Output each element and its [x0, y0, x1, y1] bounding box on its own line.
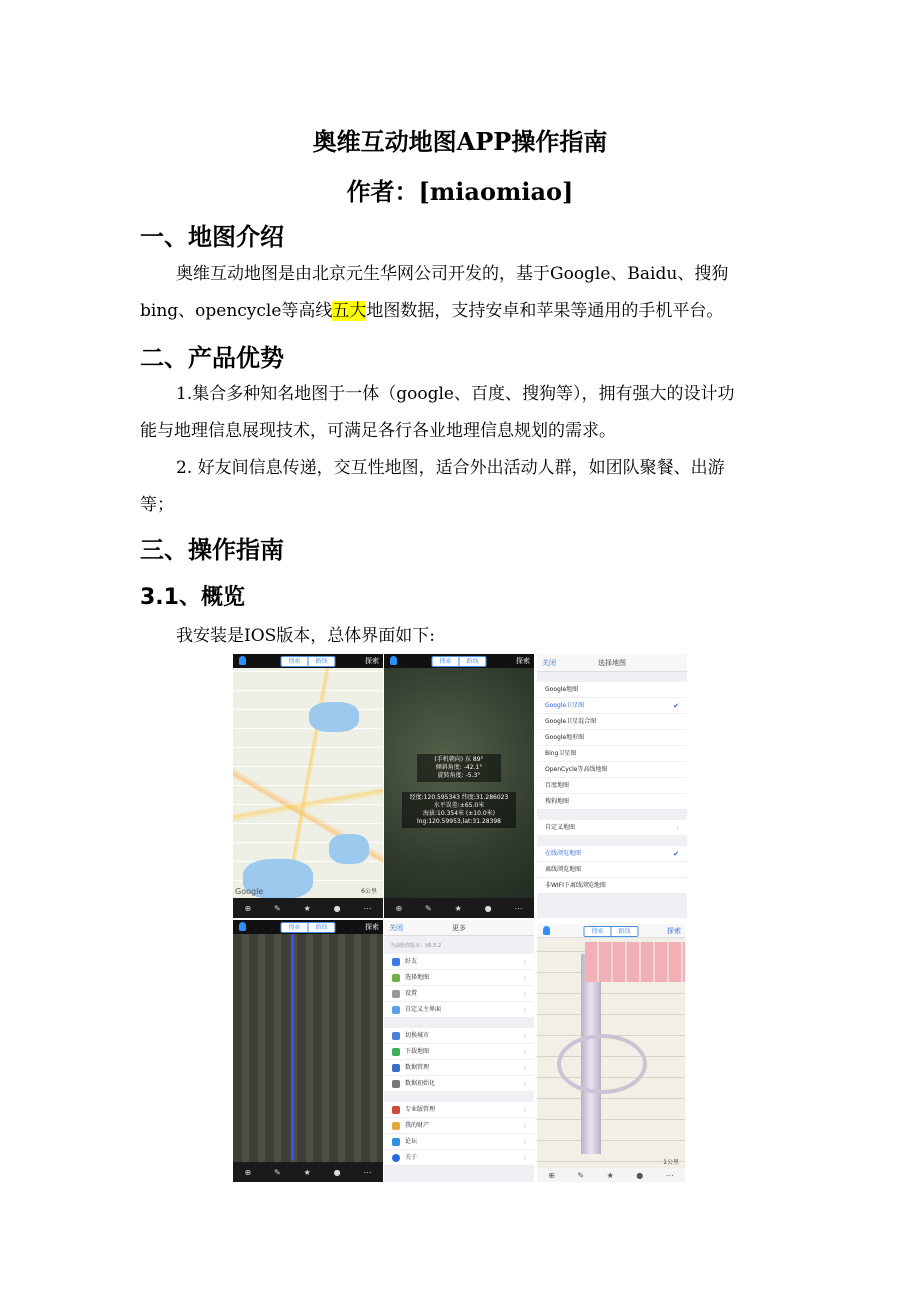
- route-tab[interactable]: 路线: [308, 923, 335, 932]
- search-tab[interactable]: 搜索: [432, 657, 458, 666]
- location-panel: [402, 792, 516, 828]
- user-icon[interactable]: [543, 926, 550, 935]
- section2-paragraph-1: [140, 376, 780, 450]
- bottom-toolbar: [233, 898, 383, 918]
- pro-icon: [392, 1106, 400, 1114]
- mode-option[interactable]: 离线浏览地图: [537, 862, 687, 878]
- section1-line1: 奥维互动地图是由北京元生华网公司开发的，基于Google、Baidu、搜狗: [176, 264, 729, 284]
- pin-icon[interactable]: ●: [484, 903, 492, 913]
- mode-label: 在线浏览地图: [545, 850, 582, 857]
- map-option[interactable]: Google卫星混合图: [537, 714, 687, 730]
- menu-label: 自定义主界面: [405, 1006, 442, 1013]
- chevron-right-icon: ›: [523, 1048, 526, 1056]
- map-option[interactable]: OpenCycle等高线地图: [537, 762, 687, 778]
- route-tab[interactable]: 路线: [308, 657, 335, 666]
- menu-label: 关于: [405, 1154, 418, 1161]
- section1-paragraph: [140, 256, 780, 330]
- menu-property[interactable]: [384, 1118, 534, 1134]
- custom-map-row[interactable]: [537, 820, 687, 836]
- chevron-right-icon: ›: [523, 1032, 526, 1040]
- menu-forum[interactable]: [384, 1134, 534, 1150]
- menu-download-map[interactable]: [384, 1044, 534, 1060]
- chevron-right-icon: ›: [523, 958, 526, 966]
- scale-label: 6公里: [361, 888, 377, 895]
- explore-button[interactable]: 探索: [365, 923, 379, 931]
- map-icon: [392, 974, 400, 982]
- section3-heading: 三、操作指南: [140, 536, 284, 564]
- chevron-right-icon: ›: [523, 1080, 526, 1088]
- search-tab[interactable]: 搜索: [584, 927, 610, 936]
- friends-icon: [392, 958, 400, 966]
- orientation-panel: [417, 754, 501, 782]
- more-icon[interactable]: ⋯: [514, 903, 523, 913]
- section2-p1-line1: 1.集合多种知名地图于一体（google、百度、搜狗等），拥有强大的设计功: [176, 384, 735, 404]
- database-icon: [392, 1064, 400, 1072]
- more-menu-list: [384, 954, 534, 1166]
- chevron-right-icon: ›: [523, 1106, 526, 1114]
- menu-label: 设置: [405, 990, 418, 997]
- highlight-text: 五大: [332, 301, 367, 321]
- pin-icon[interactable]: ●: [333, 903, 341, 913]
- favorite-icon[interactable]: ★: [606, 1170, 614, 1180]
- wallet-icon: [392, 1122, 400, 1130]
- menu-pro[interactable]: [384, 1102, 534, 1118]
- section3-1-heading: 3.1、概览: [140, 585, 245, 610]
- menu-label: 专业版管理: [405, 1106, 436, 1113]
- map-option-selected[interactable]: [537, 698, 687, 714]
- nav-bar: [537, 654, 687, 672]
- favorite-icon[interactable]: ★: [303, 903, 311, 913]
- section1-heading: 一、地图介绍: [140, 223, 284, 251]
- doc-author: 作者：[miaomiao]: [346, 177, 574, 206]
- more-icon[interactable]: ⋯: [363, 1167, 372, 1177]
- chevron-right-icon: ›: [676, 824, 679, 832]
- route-tab[interactable]: 路线: [611, 927, 638, 936]
- draw-icon[interactable]: ✎: [274, 903, 281, 913]
- section3-intro-text: 我安装是IOS版本，总体界面如下:: [176, 626, 436, 646]
- close-button[interactable]: 关闭: [542, 659, 556, 667]
- top-bar: [384, 654, 534, 668]
- chevron-right-icon: ›: [523, 1138, 526, 1146]
- locate-icon[interactable]: ⊕: [244, 1167, 252, 1177]
- search-tab[interactable]: 搜索: [281, 657, 307, 666]
- locate-icon[interactable]: ⊕: [244, 903, 252, 913]
- lake: [329, 834, 369, 864]
- checkmark-icon: ✔: [673, 702, 679, 710]
- menu-label: 数据初始化: [405, 1080, 436, 1087]
- download-icon: [392, 1048, 400, 1056]
- menu-label: 下载地图: [405, 1048, 430, 1055]
- menu-label: 数据管理: [405, 1064, 430, 1071]
- screenshot-more-menu: [384, 920, 534, 1182]
- explore-button[interactable]: 探索: [365, 657, 379, 665]
- checkmark-icon: ✔: [673, 850, 679, 858]
- bottom-toolbar: [537, 1168, 685, 1182]
- custom-map-label: 自定义地图: [545, 824, 576, 831]
- pin-icon[interactable]: ●: [333, 1167, 341, 1177]
- lnglat-text: lng:120.59953,lat:31.28398: [417, 818, 501, 825]
- section2-heading: 二、产品优势: [140, 344, 284, 372]
- draw-icon[interactable]: ✎: [425, 903, 432, 913]
- menu-data-manage[interactable]: [384, 1060, 534, 1076]
- chevron-right-icon: ›: [523, 974, 526, 982]
- screenshot-satellite: [384, 654, 534, 918]
- chevron-right-icon: ›: [523, 990, 526, 998]
- locate-icon[interactable]: ⊕: [548, 1170, 555, 1180]
- favorite-icon[interactable]: ★: [454, 903, 462, 913]
- menu-label: 论坛: [405, 1138, 418, 1145]
- menu-select-map[interactable]: [384, 970, 534, 986]
- user-icon[interactable]: [239, 922, 246, 931]
- chevron-right-icon: ›: [523, 1006, 526, 1014]
- search-tab[interactable]: 搜索: [281, 923, 307, 932]
- mode-option[interactable]: 非WIFI下离线浏览地图: [537, 878, 687, 894]
- draw-icon[interactable]: ✎: [577, 1170, 585, 1180]
- rotation-text: 旋转角度: -5.3°: [437, 772, 481, 779]
- map-option[interactable]: Google地图: [537, 682, 687, 698]
- chevron-right-icon: ›: [523, 1122, 526, 1130]
- section3-intro: [140, 618, 780, 655]
- scale-label: 1公里: [663, 1159, 679, 1166]
- accuracy-text: 水平误差:±65.0米: [433, 802, 485, 809]
- menu-about[interactable]: [384, 1150, 534, 1166]
- screenshot-satellite-city: [233, 920, 383, 1182]
- route-tab[interactable]: 路线: [459, 657, 486, 666]
- screenshot-city-map: [233, 654, 383, 918]
- interchange: [557, 1034, 647, 1094]
- menu-settings[interactable]: [384, 986, 534, 1002]
- menu-switch-city[interactable]: [384, 1028, 534, 1044]
- more-icon[interactable]: ⋯: [665, 1170, 674, 1180]
- map-source-list: [537, 682, 687, 894]
- map-option[interactable]: 百度地图: [537, 778, 687, 794]
- favorite-icon[interactable]: ★: [303, 1167, 311, 1177]
- menu-label: 切换城市: [405, 1032, 430, 1039]
- screenshot-select-map: [537, 654, 687, 918]
- chevron-right-icon: ›: [523, 1154, 526, 1162]
- map-option-label: Google卫星图: [545, 702, 585, 709]
- menu-label: 我的财产: [405, 1122, 430, 1129]
- close-button[interactable]: 关闭: [389, 924, 403, 932]
- gear-icon: [392, 990, 400, 998]
- more-icon[interactable]: ⋯: [363, 903, 372, 913]
- section1-line2-pre: bing、opencycle等高线: [140, 301, 333, 321]
- coords-text: 经度:120.595343 纬度:31.286023: [409, 794, 509, 801]
- locate-icon[interactable]: ⊕: [395, 903, 403, 913]
- nav-bar: [384, 920, 534, 936]
- user-icon[interactable]: [390, 656, 397, 665]
- city-icon: [392, 1032, 400, 1040]
- user-icon[interactable]: [239, 656, 246, 665]
- map-option[interactable]: Bing卫星图: [537, 746, 687, 762]
- explore-button[interactable]: 探索: [516, 657, 530, 665]
- bottom-toolbar: [384, 898, 534, 918]
- top-bar: [233, 920, 383, 934]
- pin-icon[interactable]: ●: [636, 1170, 644, 1180]
- menu-label: 好友: [405, 958, 418, 965]
- draw-icon[interactable]: ✎: [274, 1167, 281, 1177]
- map-option[interactable]: 搜狗地图: [537, 794, 687, 810]
- top-bar: [233, 654, 383, 668]
- menu-data-init[interactable]: [384, 1076, 534, 1092]
- nav-title: 更多: [452, 924, 466, 932]
- nav-title: 选择地图: [598, 659, 626, 667]
- reset-icon: [392, 1080, 400, 1088]
- menu-label: 选择地图: [405, 974, 430, 981]
- menu-friends[interactable]: [384, 954, 534, 970]
- section2-p2-line1: 2. 好友间信息传递，交互性地图，适合外出活动人群，如团队聚餐、出游: [176, 458, 725, 478]
- section1-line2-post: 地图数据，支持安卓和苹果等通用的手机平台。: [366, 301, 724, 321]
- urban-block: [585, 942, 685, 982]
- version-text: 当前软件版本：V6.5.2: [390, 943, 442, 949]
- menu-custom-ui[interactable]: [384, 1002, 534, 1018]
- customize-icon: [392, 1006, 400, 1014]
- bottom-toolbar: [233, 1162, 383, 1182]
- section2-p1-line2: 能与地理信息展现技术，可满足各行各业地理信息规划的需求。: [140, 421, 616, 441]
- info-icon: [392, 1154, 400, 1162]
- top-bar: [537, 924, 685, 938]
- orientation-text: (手机朝向) 东 89°: [434, 756, 484, 763]
- altitude-text: 海拔:10.354米 (±10.0米): [423, 810, 495, 817]
- google-logo: Google: [235, 887, 264, 896]
- section2-paragraph-2: [140, 450, 780, 524]
- tilt-text: 倾斜角度: -42.1°: [435, 764, 483, 771]
- section2-p2-line2: 等；: [140, 495, 174, 515]
- doc-title: 奥维互动地图APP操作指南: [312, 127, 608, 156]
- route-line: [291, 920, 294, 1160]
- chevron-right-icon: ›: [523, 1064, 526, 1072]
- mode-option-selected[interactable]: [537, 846, 687, 862]
- screenshot-plan-map: [537, 924, 685, 1182]
- map-option[interactable]: Google地形图: [537, 730, 687, 746]
- forum-icon: [392, 1138, 400, 1146]
- lake: [309, 702, 359, 732]
- explore-button[interactable]: 探索: [667, 927, 681, 935]
